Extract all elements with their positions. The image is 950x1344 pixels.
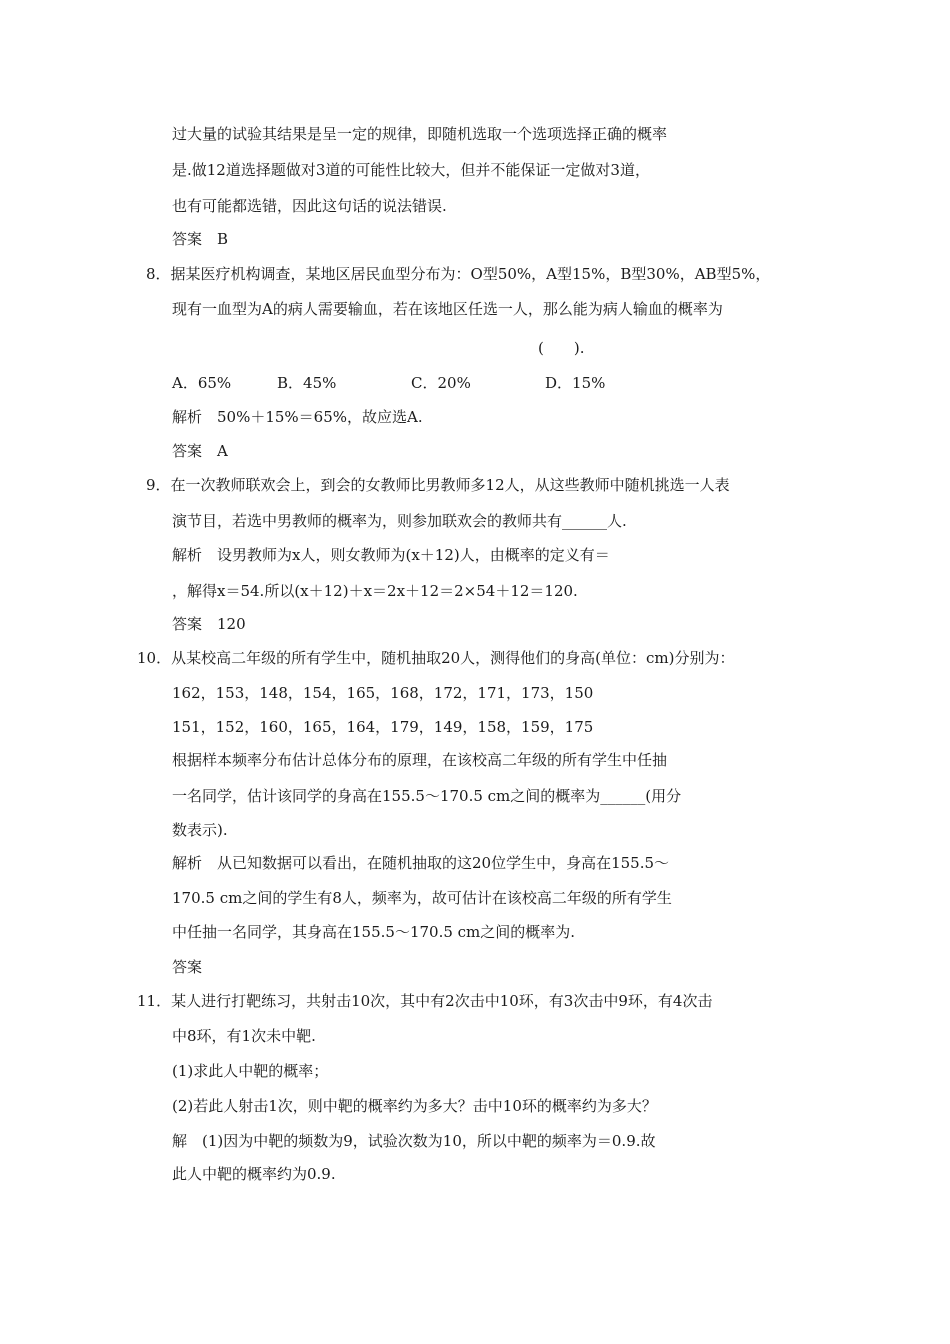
q11-solution-line-2: 此人中靶的概率约为0.9.: [172, 1165, 336, 1183]
q10-analysis-line-2: 170.5 cm之间的学生有8人，频率为，故可估计在该校高二年级的所有学生: [172, 889, 672, 907]
q8-option-a: A．65%: [172, 374, 232, 392]
q9-analysis-line-2: ，解得x＝54.所以(x＋12)＋x＝2x＋12＝2×54＋12＝120.: [172, 582, 578, 600]
q7-continuation-line-1: 过大量的试验其结果是呈一定的规律，即随机选取一个选项选择正确的概率: [172, 125, 668, 143]
q10-stem-line-1: 10．从某校高二年级的所有学生中，随机抽取20人，测得他们的身高(单位：cm)分别为：: [137, 649, 735, 667]
q8-option-b: B．45%: [277, 374, 337, 392]
q7-continuation-line-3: 也有可能都选错，因此这句话的说法错误.: [172, 197, 447, 215]
q8-analysis: 解析 50%＋15%＝65%，故应选A.: [172, 408, 423, 426]
q11-stem-line-1: 11．某人进行打靶练习，共射击10次，其中有2次击中10环，有3次击中9环，有4次击: [137, 992, 713, 1010]
q11-part-1: (1)求此人中靶的概率；: [172, 1062, 329, 1080]
q8-option-c: C．20%: [411, 374, 471, 392]
q11-stem-line-2: 中8环，有1次未中靶.: [172, 1027, 316, 1045]
q8-option-d: D．15%: [545, 374, 606, 392]
q10-data-row-1: 162，153，148，154，165，168，172，171，173，150: [172, 684, 594, 702]
q10-analysis-line-3: 中任抽一名同学，其身高在155.5～170.5 cm之间的概率为.: [172, 923, 576, 941]
q10-stem-line-2: 根据样本频率分布估计总体分布的原理，在该校高二年级的所有学生中任抽: [172, 751, 668, 769]
q8-answer-parentheses: ( ).: [538, 339, 585, 357]
q8-answer: 答案 A: [172, 442, 228, 460]
q7-answer: 答案 B: [172, 230, 229, 248]
q10-answer: 答案: [172, 958, 203, 976]
q10-data-row-2: 151，152，160，165，164，179，149，158，159，175: [172, 718, 594, 736]
q10-analysis-line-1: 解析 从已知数据可以看出，在随机抽取的这20位学生中，身高在155.5～: [172, 854, 670, 872]
q9-stem-line-2: 演节目，若选中男教师的概率为，则参加联欢会的教师共有______人.: [172, 512, 627, 530]
q8-stem-line-1: 8．据某医疗机构调查，某地区居民血型分布为：O型50%，A型15%，B型30%，AB型5%，: [146, 265, 771, 283]
q10-stem-line-3: 一名同学，估计该同学的身高在155.5～170.5 cm之间的概率为______(用分: [172, 787, 682, 805]
q9-analysis-line-1: 解析 设男教师为x人，则女教师为(x＋12)人，由概率的定义有＝: [172, 546, 610, 564]
q11-solution-line-1: 解 (1)因为中靶的频数为9，试验次数为10，所以中靶的频率为＝0.9.故: [172, 1132, 656, 1150]
q11-part-2: (2)若此人射击1次，则中靶的概率约为多大？击中10环的概率约为多大？: [172, 1097, 657, 1115]
q10-stem-line-4: 数表示).: [172, 821, 228, 839]
q7-continuation-line-2: 是.做12道选择题做对3道的可能性比较大，但并不能保证一定做对3道，: [172, 161, 650, 179]
q9-answer: 答案 120: [172, 615, 246, 633]
q9-stem-line-1: 9．在一次教师联欢会上，到会的女教师比男教师多12人，从这些教师中随机挑选一人表: [146, 476, 730, 494]
q8-stem-line-2: 现有一血型为A的病人需要输血，若在该地区任选一人，那么能为病人输血的概率为: [172, 300, 723, 318]
